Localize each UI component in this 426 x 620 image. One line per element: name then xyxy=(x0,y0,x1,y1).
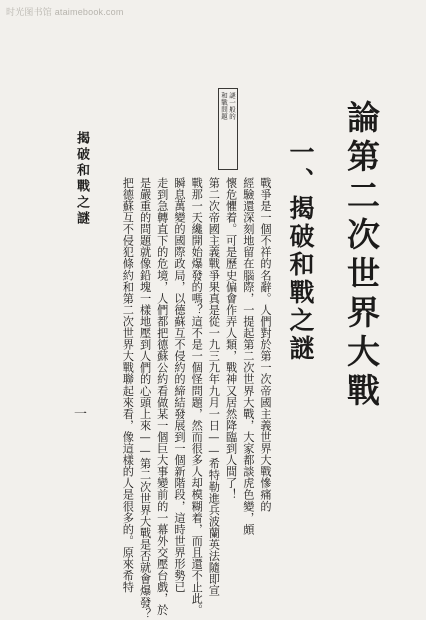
body-line: 走到急轉直下的危境，人們都把德蘇公約看做某一個巨大事變前的一幕外交壓台戲，於 xyxy=(155,177,169,616)
body-line: 懷危懼着。可是歷史偏會作弄人類，戰神又居然降臨到人間了！ xyxy=(224,177,238,501)
margin-note-line: 謎一般的 xyxy=(228,92,236,120)
margin-note-text xyxy=(220,92,236,120)
body-line: 戰爭是一個不祥的名辭。人們對於第一次帝國主義世界大戰慘痛的 xyxy=(259,177,272,512)
margin-note-line: 和戰問題 xyxy=(220,92,228,120)
body-text xyxy=(119,177,274,620)
running-title: 揭破和戰之謎 xyxy=(74,131,89,227)
page-number: 一 xyxy=(74,407,88,422)
body-line: 經驗還深刻地留在腦際，一提起第二次世界大戰，大家都談虎色變，頗 xyxy=(241,177,255,536)
body-line: 瞬息萬變的國際政局，以德蘇互不侵約的締結發展到一個新階段，這時世界形勢已 xyxy=(172,177,186,593)
section-title: 一、揭破和戰之謎 xyxy=(286,139,315,363)
body-line: 把德蘇互不侵犯條約和第二次世界大戰聯起來看，像這樣的人是很多的。原來希特 xyxy=(121,177,135,593)
margin-note-box xyxy=(218,88,238,170)
main-title: 論第二次世界大戰 xyxy=(342,100,381,412)
watermark: 时光图书馆 ataimebook.com xyxy=(6,7,124,17)
body-line: 是嚴重的問題就像鉛塊一樣地壓到人們的心頭上來——第二次世界大戰是否就會爆發？ xyxy=(138,177,152,620)
body-line: 第二次帝國主義戰爭果真是從一九三九年九月一日——希特勒進兵波蘭英法隨即宣 xyxy=(207,177,221,597)
body-line: 戰那一天纔開始爆發的嗎？這不是一個怪問題，然而很多人却模糊着，而且還不止此。 xyxy=(190,177,204,616)
